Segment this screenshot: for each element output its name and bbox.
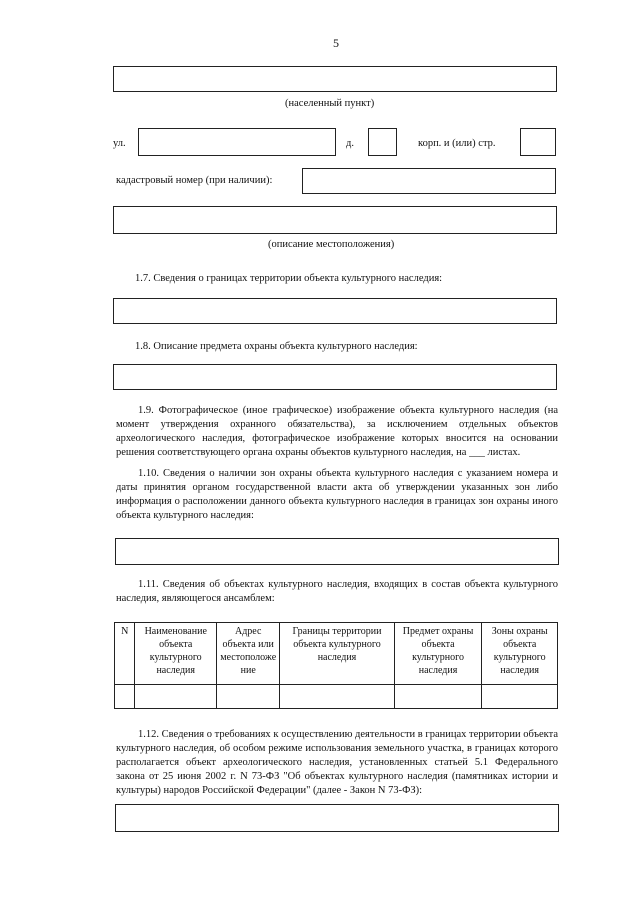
street-field[interactable] [138,128,336,156]
header-address: Адрес объекта или местоположе ние [217,623,280,685]
protection-subject-field[interactable] [113,364,557,390]
house-field[interactable] [368,128,397,156]
cadastral-field[interactable] [302,168,556,194]
location-field[interactable] [113,206,557,234]
section-1-10-paragraph: 1.10. Сведения о наличии зон охраны объекта культурного наследия с указанием номера и даты принятия органом государственной власти акта об утверждении указанных зон либо информация о расположении данного объекта культурного наследия в границах зон охраны иного объекта культурного наследия: [116,468,558,521]
table-cell[interactable] [482,685,558,709]
table-header-row [115,623,558,685]
section-1-11-paragraph: 1.11. Сведения об объектах культурного наследия, входящих в состав объекта культурного наследия, являющегося ансамблем: [116,579,558,604]
header-subject: Предмет охраны объекта культурного наследия [394,623,482,685]
cadastral-label: кадастровый номер (при наличии): [116,175,273,186]
header-borders: Границы территории объекта культурного наследия [280,623,394,685]
street-label: ул. [113,138,126,149]
building-label: корп. и (или) стр. [418,138,496,149]
building-field[interactable] [520,128,556,156]
table-cell[interactable] [115,685,135,709]
table-cell[interactable] [217,685,280,709]
header-number: N [115,623,135,685]
section-1-8-heading: 1.8. Описание предмета охраны объекта культурного наследия: [135,341,418,352]
location-caption: (описание местоположения) [268,239,395,250]
table-cell[interactable] [135,685,217,709]
house-label: д. [346,138,354,149]
header-zones: Зоны охраны объекта культурного наследия [482,623,558,685]
territory-borders-field[interactable] [113,298,557,324]
table-cell[interactable] [280,685,394,709]
settlement-field[interactable] [113,66,557,92]
section-1-9-paragraph: 1.9. Фотографическое (иное графическое) изображение объекта культурного наследия (на момент утверждения охранного обязательства), за исключением отдельных объектов археологического наследия, фотографическое изображение которых вносится на основании решения соответствующего органа охраны объектов культурного наследия, на ___ листах. [116,405,558,458]
page-number: 5 [333,36,339,50]
activity-requirements-field[interactable] [115,804,559,832]
settlement-caption: (населенный пункт) [285,98,375,109]
table-cell[interactable] [394,685,482,709]
section-1-7-heading: 1.7. Сведения о границах территории объекта культурного наследия: [135,273,443,284]
ensemble-objects-table [114,622,558,709]
protection-zones-field[interactable] [115,538,559,565]
section-1-12-paragraph: 1.12. Сведения о требованиях к осуществлению деятельности в границах территории объекта культурного наследия, об особом режиме использования земельного участка, в границах которого располагается объект археологического наследия, установленных статьей 5.1 Федерального закона от 25 июня 2002 г. N 73-ФЗ "Об объектах культурного наследия (памятниках истории и культуры) народов Российской Федерации" (далее - Закон N 73-ФЗ): [116,729,558,796]
table-row[interactable] [115,685,558,709]
header-name: Наименование объекта культурного наследия [135,623,217,685]
